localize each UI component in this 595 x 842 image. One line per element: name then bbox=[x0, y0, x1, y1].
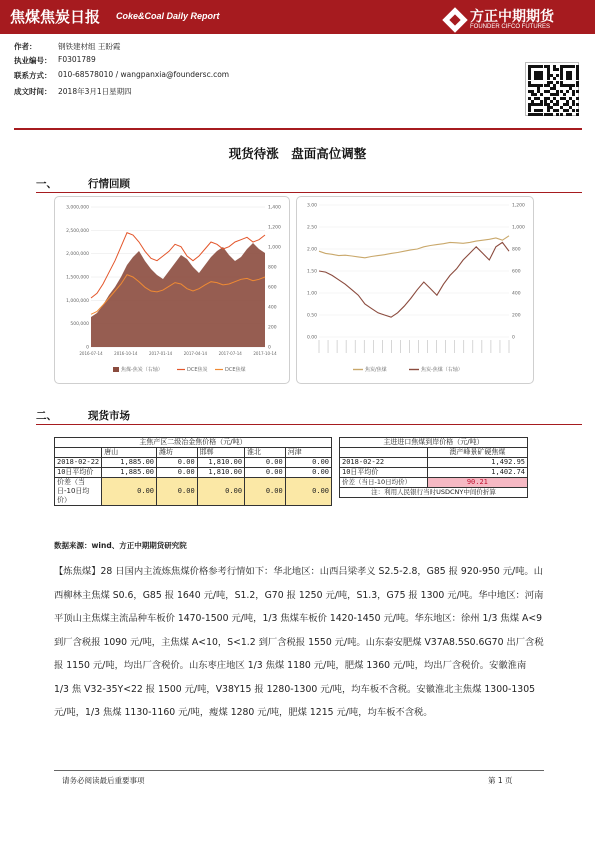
y2-tick-label: 1,000 bbox=[512, 225, 525, 231]
table-row: 10日平均价 1,402.74 bbox=[340, 468, 528, 478]
qr-module bbox=[560, 113, 563, 116]
meta-license: 执业编号： F0301789 bbox=[14, 55, 96, 65]
qr-module bbox=[576, 103, 579, 106]
table-header-cell: 澳产峰景矿硬焦煤 bbox=[427, 448, 527, 458]
y2-tick-label: 400 bbox=[268, 305, 277, 311]
x-tick-label: 2016-10-14 bbox=[114, 351, 138, 356]
table-header-cell: 河津 bbox=[285, 448, 331, 458]
chart-coke-coal-ratio bbox=[296, 196, 534, 384]
section-divider bbox=[36, 424, 582, 425]
table-import-coal-price bbox=[339, 437, 528, 498]
chart-2-svg bbox=[297, 197, 533, 383]
series-area-coke-coal-spread bbox=[91, 243, 265, 347]
qr-module bbox=[569, 113, 572, 116]
x-tick-label: 2017-07-14 bbox=[218, 351, 242, 356]
y2-tick-label: 400 bbox=[512, 291, 521, 297]
report-title: 焦煤焦炭日报 bbox=[10, 8, 101, 26]
qr-module bbox=[576, 97, 579, 100]
section-heading-spot-market: 二、 现货市场 bbox=[36, 410, 130, 422]
chart-1-svg bbox=[55, 197, 289, 383]
header-divider bbox=[14, 128, 582, 130]
logo-english-name: FOUNDER CIFCO FUTURES bbox=[470, 24, 550, 30]
legend-label: DCE焦炭 bbox=[187, 367, 208, 373]
qr-module bbox=[566, 90, 569, 93]
chart-coke-coal-price bbox=[54, 196, 290, 384]
qr-module bbox=[550, 113, 553, 116]
x-tick-label: 2017-04-14 bbox=[183, 351, 208, 356]
y2-tick-label: 0 bbox=[512, 335, 515, 341]
table-coke-title: 主焦产区二级冶金焦价格（元/吨） bbox=[55, 438, 332, 448]
table-row: 价差（当日-10日均价） 90.21 bbox=[340, 478, 528, 488]
legend-label: 焦煤-焦炭（右轴） bbox=[121, 367, 163, 373]
y-tick-label: 1.00 bbox=[306, 291, 317, 297]
y2-tick-label: 800 bbox=[512, 247, 521, 253]
page-number: 第 1 页 bbox=[488, 776, 513, 785]
y-tick-label: 0.50 bbox=[306, 313, 317, 319]
y-tick-label: 500,000 bbox=[70, 322, 89, 328]
y-tick-label: 2.50 bbox=[306, 225, 317, 231]
table-note: 注：利用人民银行当时USDCNY中间价折算 bbox=[340, 488, 528, 498]
section-heading-market-review: 一、 行情回顾 bbox=[36, 178, 130, 190]
y-tick-label: 3.00 bbox=[306, 203, 317, 209]
y-tick-label: 2.00 bbox=[306, 247, 317, 253]
logo-company-name: 方正中期期货 bbox=[470, 9, 554, 25]
table-row: 2018-02-22 1,492.95 bbox=[340, 458, 528, 468]
y-tick-label: 0 bbox=[86, 345, 89, 351]
meta-author: 作者： 钢铁建材组 王盼霞 bbox=[14, 42, 121, 51]
table-import-title: 主进进口焦煤到岸价格（元/吨） bbox=[340, 438, 528, 448]
footer-divider bbox=[54, 770, 544, 771]
table-coke-price bbox=[54, 437, 332, 506]
table-header-cell: 邯郸 bbox=[197, 448, 244, 458]
meta-date: 成文时间： 2018年3月1日星期四 bbox=[14, 87, 132, 96]
founder-logo-icon bbox=[442, 7, 467, 32]
qr-module bbox=[576, 84, 579, 87]
y-tick-label: 3,000,000 bbox=[66, 205, 89, 211]
footer-disclaimer: 请务必阅读最后重要事项 bbox=[62, 776, 145, 785]
y2-tick-label: 200 bbox=[512, 313, 521, 319]
table-row: 10日平均价 1,885.00 0.00 1,810.00 0.00 0.00 bbox=[55, 468, 332, 478]
y2-tick-label: 1,400 bbox=[268, 205, 281, 211]
document-title: 现货待涨 盘面高位调整 bbox=[228, 146, 367, 161]
legend-label: 焦炭/焦煤 bbox=[365, 367, 387, 373]
y2-tick-label: 1,200 bbox=[512, 203, 525, 209]
header-banner bbox=[0, 0, 595, 34]
y-tick-label: 1,500,000 bbox=[66, 275, 89, 281]
table-header-cell: 唐山 bbox=[102, 448, 157, 458]
x-tick-label: 2017-01-14 bbox=[148, 351, 173, 356]
spread-value: 90.21 bbox=[427, 478, 527, 488]
y2-tick-label: 800 bbox=[268, 265, 277, 271]
y-tick-label: 2,000,000 bbox=[66, 252, 89, 258]
qr-module bbox=[569, 77, 572, 80]
y-tick-label: 0.00 bbox=[306, 335, 317, 341]
coking-coal-paragraph: 【炼焦煤】28 日国内主流炼焦煤价格参考行情如下：华北地区：山西吕梁孝义 S2.5-2.8，G85 报 920-950 元/吨。山西柳林主焦煤 S0.6，G85 报 1640 元/吨，S1.2，G70 报 1250 元/吨，S1.3，G75 报 1300 元/吨。华中地区：河南平顶山主焦煤主流品种车板价 1470-1500 元/吨，1/3 焦煤车板价 1420-1450 元/吨。华东地区：徐州 1/3 焦煤 A<9 到厂含税报 1090 元/吨，主焦煤 A<10，S<1.2 到厂含税报 1550 元/吨。山东泰安肥煤 V37A8.5S0.6G70 出厂含税报 1150 元/吨，均出厂含税价。山东枣庄地区 1/3 焦煤 1180 元/吨，肥煤 1360 元/吨，均出厂含税价。安徽淮南 1/3 焦 V32-35Y<22 报 1500 元/吨，V38Y15 报 1280-1300 元/吨，均车板不含税。安徽淮北主焦煤 1300-1305 元/吨，1/3 焦煤 1130-1160 元/吨，瘦煤 1280 元/吨，肥煤 1215 元/吨，均车板不含税。 bbox=[54, 566, 544, 718]
section-divider bbox=[36, 192, 582, 193]
y2-tick-label: 600 bbox=[268, 285, 277, 291]
table-row: 价差（当日-10日均价） 0.00 0.00 0.00 0.00 0.00 bbox=[55, 478, 332, 506]
meta-contact: 联系方式： 010-68578010 / wangpanxia@foundersc.com bbox=[14, 70, 230, 80]
y2-tick-label: 200 bbox=[268, 325, 277, 331]
y-tick-label: 1.50 bbox=[306, 269, 317, 275]
qr-module bbox=[540, 77, 543, 80]
y2-tick-label: 0 bbox=[268, 345, 271, 351]
y2-tick-label: 1,000 bbox=[268, 245, 281, 251]
table-header-cell: 淮北 bbox=[245, 448, 286, 458]
table-header-cell: 潍坊 bbox=[157, 448, 198, 458]
x-tick-label: 2016-07-14 bbox=[79, 351, 103, 356]
qr-module bbox=[576, 90, 579, 93]
table-row: 2018-02-22 1,885.00 0.00 1,810.00 0.00 0.00 bbox=[55, 458, 332, 468]
series-line-ratio bbox=[319, 236, 509, 258]
legend-label: DCE焦煤 bbox=[225, 367, 246, 373]
legend-swatch bbox=[113, 367, 119, 372]
legend-label: 焦炭-焦煤（右轴） bbox=[421, 367, 463, 373]
qr-module bbox=[576, 113, 579, 116]
data-source: 数据来源：wind、方正中期期货研究院 bbox=[54, 541, 187, 550]
report-subtitle: Coke&Coal Daily Report bbox=[116, 11, 220, 21]
qr-code-icon bbox=[525, 62, 579, 116]
y2-tick-label: 1,200 bbox=[268, 225, 281, 231]
y-tick-label: 1,000,000 bbox=[66, 298, 89, 304]
y2-tick-label: 600 bbox=[512, 269, 521, 275]
series-line-spread bbox=[319, 242, 509, 317]
x-tick-label: 2017-10-14 bbox=[253, 351, 277, 356]
y-tick-label: 2,500,000 bbox=[66, 228, 89, 234]
